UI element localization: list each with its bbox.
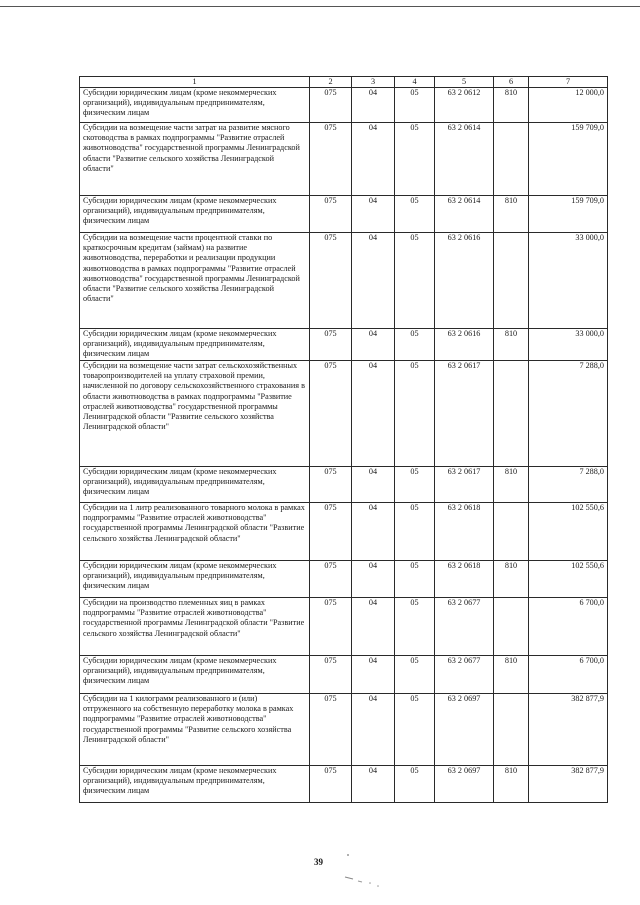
row-amount: 7 288,0 xyxy=(529,467,608,503)
header-col-7: 7 xyxy=(529,77,608,88)
scan-artifact xyxy=(344,874,384,888)
page-number: 39 xyxy=(314,857,323,867)
row-section-code: 04 xyxy=(352,196,395,233)
row-name: Субсидии на возмещение части затрат на развитие мясного скотоводства в рамках подпрограммы "Развитие отраслей животноводства" государственной программы Ленинградской области "Развитие сельского хозяйства Ленинградской области" xyxy=(80,123,310,196)
row-amount: 382 877,9 xyxy=(529,766,608,803)
row-subsection-code: 05 xyxy=(395,766,435,803)
table-row xyxy=(80,467,608,503)
row-target-code: 63 2 0618 xyxy=(435,561,494,598)
row-name: Субсидии юридическим лицам (кроме некоммерческих организаций), индивидуальным предпринимателям, физическим лицам xyxy=(80,196,310,233)
header-col-5: 5 xyxy=(435,77,494,88)
row-admin-code: 075 xyxy=(310,329,352,361)
row-subsection-code: 05 xyxy=(395,598,435,656)
row-amount: 382 877,9 xyxy=(529,694,608,766)
row-section-code: 04 xyxy=(352,561,395,598)
row-target-code: 63 2 0612 xyxy=(435,88,494,123)
row-amount: 33 000,0 xyxy=(529,329,608,361)
top-rule xyxy=(0,6,640,7)
row-expense-type: 810 xyxy=(494,656,529,694)
row-section-code: 04 xyxy=(352,123,395,196)
row-subsection-code: 05 xyxy=(395,233,435,329)
row-name: Субсидии на 1 килограмм реализованного и (или) отгруженного на собственную переработку молока в рамках подпрограммы "Развитие отраслей животноводства" государственной программы "Развитие сельского хозяйства Ленинградской области" xyxy=(80,694,310,766)
row-section-code: 04 xyxy=(352,329,395,361)
table-row xyxy=(80,766,608,803)
row-name: Субсидии на возмещение части затрат сельскохозяйственных товаропроизводителей на уплату страховой премии, начисленной по договору сельскохозяйственного страхования в области животноводства в рамках подпрограммы "Развитие отраслей животноводства" государственной программы Ленинградской области "Развитие сельского хозяйства Ленинградской области" xyxy=(80,361,310,467)
row-amount: 102 550,6 xyxy=(529,503,608,561)
row-section-code: 04 xyxy=(352,503,395,561)
row-subsection-code: 05 xyxy=(395,694,435,766)
row-expense-type xyxy=(494,233,529,329)
row-admin-code: 075 xyxy=(310,196,352,233)
header-row xyxy=(80,77,608,88)
scan-smudge-icon xyxy=(344,874,384,888)
row-expense-type: 810 xyxy=(494,329,529,361)
table-row xyxy=(80,561,608,598)
row-amount: 7 288,0 xyxy=(529,361,608,467)
scan-speck-icon xyxy=(346,853,350,857)
table-row xyxy=(80,361,608,467)
row-admin-code: 075 xyxy=(310,503,352,561)
row-amount: 33 000,0 xyxy=(529,233,608,329)
table-row xyxy=(80,329,608,361)
row-subsection-code: 05 xyxy=(395,88,435,123)
row-amount: 6 700,0 xyxy=(529,656,608,694)
header-col-2: 2 xyxy=(310,77,352,88)
row-target-code: 63 2 0617 xyxy=(435,361,494,467)
row-admin-code: 075 xyxy=(310,233,352,329)
row-section-code: 04 xyxy=(352,467,395,503)
row-admin-code: 075 xyxy=(310,694,352,766)
budget-table xyxy=(79,76,608,803)
row-subsection-code: 05 xyxy=(395,361,435,467)
table-row xyxy=(80,694,608,766)
row-subsection-code: 05 xyxy=(395,561,435,598)
row-expense-type: 810 xyxy=(494,88,529,123)
row-expense-type xyxy=(494,503,529,561)
row-section-code: 04 xyxy=(352,766,395,803)
row-target-code: 63 2 0616 xyxy=(435,329,494,361)
row-expense-type xyxy=(494,123,529,196)
row-expense-type xyxy=(494,694,529,766)
row-subsection-code: 05 xyxy=(395,123,435,196)
row-section-code: 04 xyxy=(352,233,395,329)
header-col-6: 6 xyxy=(494,77,529,88)
row-name: Субсидии юридическим лицам (кроме некоммерческих организаций), индивидуальным предпринимателям, физическим лицам xyxy=(80,656,310,694)
row-name: Субсидии юридическим лицам (кроме некоммерческих организаций), индивидуальным предпринимателям, физическим лицам xyxy=(80,766,310,803)
scan-artifact xyxy=(346,851,350,855)
row-expense-type xyxy=(494,361,529,467)
row-expense-type: 810 xyxy=(494,561,529,598)
row-subsection-code: 05 xyxy=(395,503,435,561)
table-row xyxy=(80,123,608,196)
row-name: Субсидии на возмещение части процентной ставки по краткосрочным кредитам (займам) на развитие животноводства, переработки и реализации продукции животноводства в рамках подпрограммы "Развитие отраслей животноводства" государственной программы Ленинградской области "Развитие сельского хозяйства Ленинградской области" xyxy=(80,233,310,329)
row-admin-code: 075 xyxy=(310,656,352,694)
row-section-code: 04 xyxy=(352,598,395,656)
row-target-code: 63 2 0677 xyxy=(435,656,494,694)
row-expense-type: 810 xyxy=(494,196,529,233)
row-target-code: 63 2 0697 xyxy=(435,766,494,803)
table-row xyxy=(80,88,608,123)
row-target-code: 63 2 0697 xyxy=(435,694,494,766)
row-target-code: 63 2 0617 xyxy=(435,467,494,503)
row-subsection-code: 05 xyxy=(395,467,435,503)
row-admin-code: 075 xyxy=(310,467,352,503)
row-amount: 102 550,6 xyxy=(529,561,608,598)
row-target-code: 63 2 0616 xyxy=(435,233,494,329)
row-admin-code: 075 xyxy=(310,766,352,803)
row-subsection-code: 05 xyxy=(395,196,435,233)
row-section-code: 04 xyxy=(352,694,395,766)
row-amount: 12 000,0 xyxy=(529,88,608,123)
table-row xyxy=(80,598,608,656)
row-amount: 6 700,0 xyxy=(529,598,608,656)
header-col-4: 4 xyxy=(395,77,435,88)
row-expense-type xyxy=(494,598,529,656)
row-admin-code: 075 xyxy=(310,598,352,656)
row-target-code: 63 2 0618 xyxy=(435,503,494,561)
row-name: Субсидии на производство племенных яиц в рамках подпрограммы "Развитие отраслей животноводства" государственной программы Ленинградской области "Развитие сельского хозяйства Ленинградской области" xyxy=(80,598,310,656)
row-target-code: 63 2 0677 xyxy=(435,598,494,656)
row-admin-code: 075 xyxy=(310,561,352,598)
header-col-1: 1 xyxy=(80,77,310,88)
table-row xyxy=(80,656,608,694)
row-name: Субсидии юридическим лицам (кроме некоммерческих организаций), индивидуальным предпринимателям, физическим лицам xyxy=(80,329,310,361)
row-target-code: 63 2 0614 xyxy=(435,196,494,233)
row-name: Субсидии юридическим лицам (кроме некоммерческих организаций), индивидуальным предпринимателям, физическим лицам xyxy=(80,561,310,598)
table-row xyxy=(80,196,608,233)
row-subsection-code: 05 xyxy=(395,329,435,361)
row-amount: 159 709,0 xyxy=(529,196,608,233)
row-subsection-code: 05 xyxy=(395,656,435,694)
header-col-3: 3 xyxy=(352,77,395,88)
row-admin-code: 075 xyxy=(310,123,352,196)
document-page xyxy=(79,76,607,803)
row-admin-code: 075 xyxy=(310,361,352,467)
table-row xyxy=(80,233,608,329)
row-expense-type: 810 xyxy=(494,766,529,803)
row-expense-type: 810 xyxy=(494,467,529,503)
row-admin-code: 075 xyxy=(310,88,352,123)
row-name: Субсидии на 1 литр реализованного товарного молока в рамках подпрограммы "Развитие отраслей животноводства" государственной программы Ленинградской области "Развитие сельского хозяйства Ленинградской области" xyxy=(80,503,310,561)
row-name: Субсидии юридическим лицам (кроме некоммерческих организаций), индивидуальным предпринимателям, физическим лицам xyxy=(80,88,310,123)
row-amount: 159 709,0 xyxy=(529,123,608,196)
row-section-code: 04 xyxy=(352,361,395,467)
row-target-code: 63 2 0614 xyxy=(435,123,494,196)
row-section-code: 04 xyxy=(352,88,395,123)
row-section-code: 04 xyxy=(352,656,395,694)
row-name: Субсидии юридическим лицам (кроме некоммерческих организаций), индивидуальным предпринимателям, физическим лицам xyxy=(80,467,310,503)
table-row xyxy=(80,503,608,561)
